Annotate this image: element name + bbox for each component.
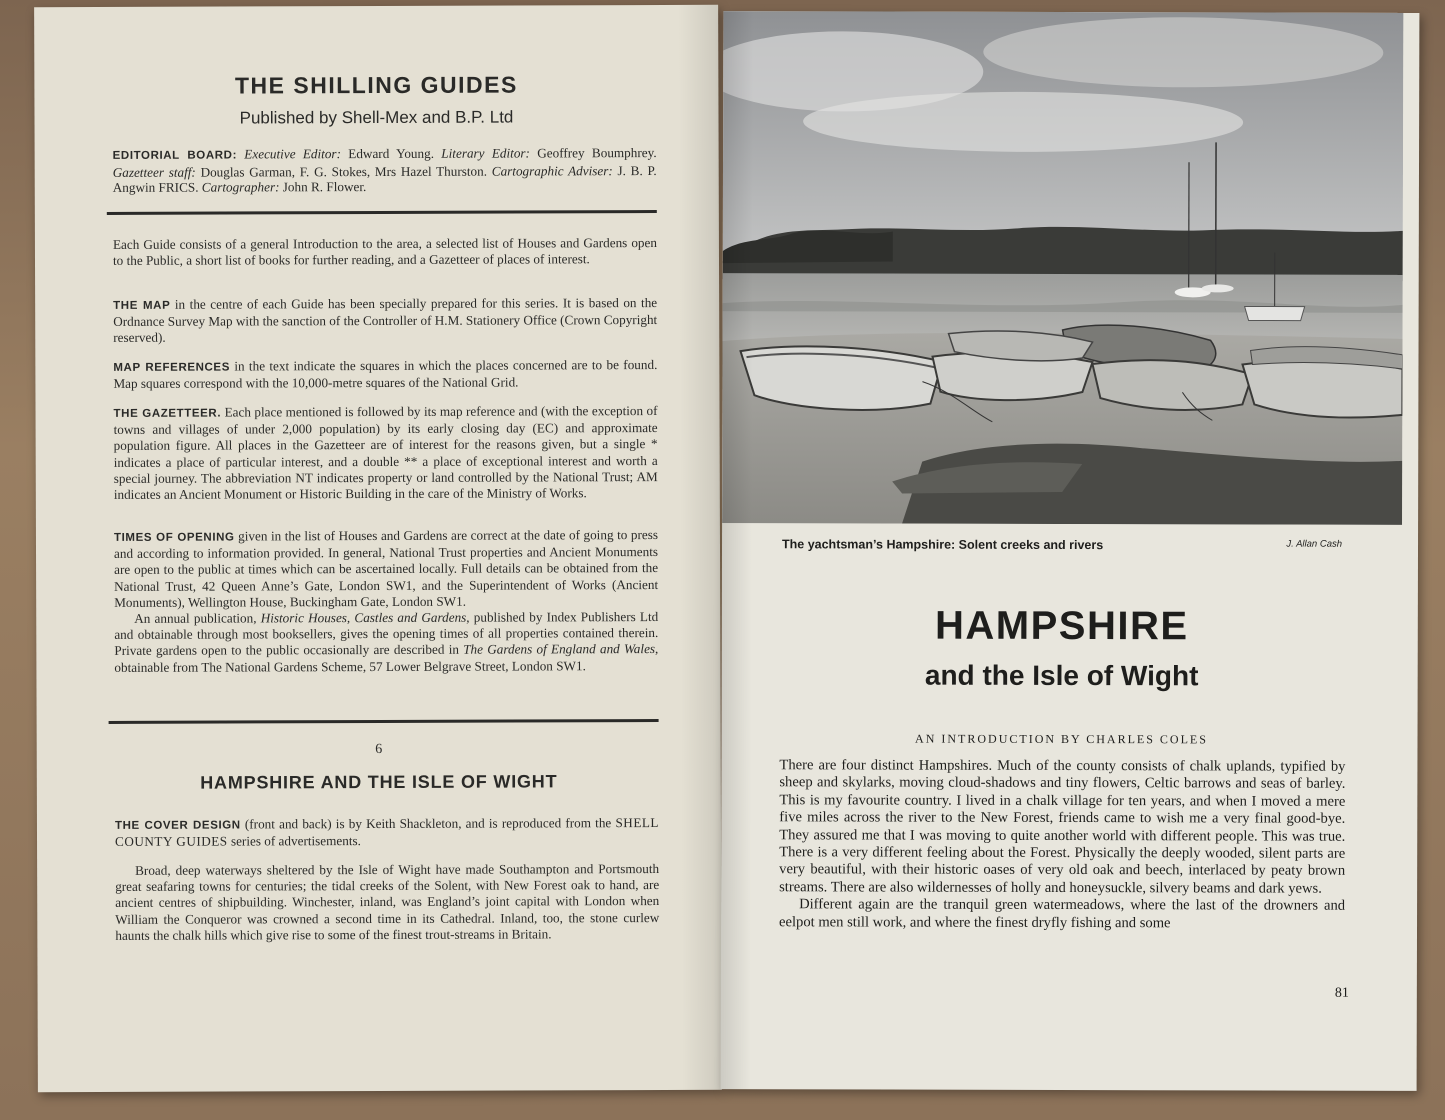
editor-name: Edward Young.: [340, 145, 442, 162]
gazetteer-text: Each place mentioned is followed by its map reference and (with the exception of towns and villages of under 2,000 population) by its early closing day (EC) and approximate population figure. All places in the Gazetteer are of interest for the reasons given, but a single * indicates a place of particular interest, and a double ** a place of exceptional interest and worth a special journey. The abbreviation NT indicates property or land controlled by the National Trust; AM indicates an Ancient Monument or Historic Building in the care of the Ministry of Works.: [113, 403, 658, 502]
map-text: in the centre of each Guide has been specially prepared for this series. It is based on the Ordnance Survey Map with the sanction of the Controller of H.M. Stationery Office (Crown Copyright reserved).: [113, 295, 658, 346]
gazetteer-names: Douglas Garman, F. G. Stokes, Mrs Hazel Thurston.: [195, 163, 492, 180]
introduction-body: [779, 757, 1345, 933]
cover-text-b: series of advertisements.: [227, 833, 361, 849]
left-page: [34, 5, 722, 1092]
publisher-line: Published by Shell-Mex and B.P. Ltd: [239, 107, 514, 128]
times-of-opening-paragraph: [114, 527, 659, 676]
chapter-title: HAMPSHIRE: [934, 603, 1189, 649]
cover-series-name: SHELL COUNTY GUIDES: [114, 815, 659, 850]
cover-text-a: (front and back) is by Keith Shackleton, and is reproduced from the: [240, 815, 616, 832]
page-number-left: 6: [375, 741, 383, 758]
map-label: THE MAP: [113, 299, 171, 312]
introduction-paragraph-2: Different again are the tranquil green watermeadows, where the last of the drowners and eelpot men still work, and where the finest dryfly fishing and some: [779, 896, 1346, 931]
annual-publication-paragraph: [114, 609, 658, 676]
closing-paragraph: Broad, deep waterways sheltered by the Isle of Wight have made Southampton and Portsmouth great seafaring towns for centuries; the tidal creeks of the Solent, with New Forest oak to hand, are ancient centres of shipbuilding. Winchester, inland, was England’s joint capital with London when William the Conqueror was crowned a second time in its Cathedral. Inland, too, the stone curlew haunts the chalk hills which give rise to some of the finest trout-streams in Britain.: [115, 861, 660, 943]
cartographer-name: John R. Flower.: [279, 179, 367, 195]
cartographer-role: Cartographer:: [201, 179, 280, 195]
book-title-historic-houses: Historic Houses, Castles and Gardens: [260, 609, 467, 626]
times-of-opening-label: TIMES OF OPENING: [113, 531, 235, 544]
book-title-gardens: The Gardens of England and Wales: [463, 641, 656, 658]
photo-credit: J. Allan Cash: [1286, 538, 1343, 550]
gazetteer-paragraph: [113, 403, 657, 503]
editorial-board: [113, 145, 657, 195]
editor-role: Executive Editor:: [244, 146, 341, 162]
solent-creek-photo: [722, 11, 1403, 525]
page-number-right: 81: [1334, 985, 1349, 1001]
gazetteer-role: Gazetteer staff:: [112, 164, 196, 180]
map-paragraph: [113, 295, 657, 347]
intro-paragraph: Each Guide consists of a general Introduction to the area, a selected list of Houses and Gardens open to the Public, a short list of books for further reading, and a Gazetteer of places of interest.: [112, 235, 657, 269]
section-title: HAMPSHIRE AND THE ISLE OF WIGHT: [200, 771, 558, 793]
annual-text-b: , published by Index Publishers Ltd and obtainable through most booksellers, gives the opening times of all properties contained therein. Private gardens open to the public occasionally are described in: [114, 609, 659, 659]
map-references-paragraph: [113, 357, 657, 392]
series-title: THE SHILLING GUIDES: [234, 71, 518, 99]
editorial-label: EDITORIAL BOARD:: [112, 149, 238, 162]
literary-role: Literary Editor:: [441, 145, 530, 161]
times-of-opening-text: given in the list of Houses and Gardens are correct at the date of going to press and according to information provided. In general, National Trust properties and Ancient Monuments are open to the public at times which can be ascertained locally. Full details can be obtained from the National Trust, 42 Queen Anne’s Gate, London SW1, and the Superintendent of Works (Ancient Monuments), Wellington House, Buckingham Gate, London SW1.: [113, 527, 659, 610]
cartographic-role: Cartographic Adviser:: [491, 162, 613, 179]
gazetteer-label: THE GAZETTEER.: [113, 407, 222, 420]
annual-text-c: , obtainable from The National Gardens Scheme, 57 Lower Belgrave Street, London SW1.: [114, 641, 659, 675]
photo-caption-row: [782, 535, 1342, 554]
literary-name: Geoffrey Boumphrey.: [529, 145, 657, 161]
map-references-text: in the text indicate the squares in which the places concerned are to be found. Map squares correspond with the 10,000-metre squares of the National Grid.: [113, 357, 658, 392]
annual-text-a: An annual publication,: [134, 610, 261, 626]
map-references-label: MAP REFERENCES: [113, 361, 230, 374]
chapter-subtitle: and the Isle of Wight: [924, 659, 1199, 692]
cover-design-paragraph: [115, 815, 659, 850]
divider-rule: [107, 210, 657, 215]
photo-caption: The yachtsman’s Hampshire: Solent creeks and rivers: [781, 537, 1104, 553]
cartographic-name: J. B. P. Angwin FRICS.: [112, 162, 657, 195]
right-page: [721, 11, 1420, 1091]
introduction-byline: AN INTRODUCTION BY CHARLES COLES: [915, 731, 1208, 747]
cover-design-label: THE COVER DESIGN: [114, 819, 241, 832]
introduction-paragraph-1: There are four distinct Hampshires. Much of the county consists of chalk uplands, typified by sheep and skylarks, moving cloud-shadows and tiny flowers, Celtic barrows and seas of barley. This is my favourite country. I lived in a chalk village for ten years, and when I moved a mere five miles across the river to the New Forest, friends came to wish me a very final good-bye. They assured me that I was moving to quite another world with different people. This was true. There is a very different feeling about the Forest. Physically the deeply wooded, silent parts are very beautiful, with their historic oases of very old oak and beech, interlaced by peaty brown streams. There are also wildernesses of holly and honeysuckle, silvery beams and dark yews.: [779, 757, 1346, 897]
photo-image: [722, 11, 1403, 525]
divider-rule-bottom: [109, 719, 659, 724]
